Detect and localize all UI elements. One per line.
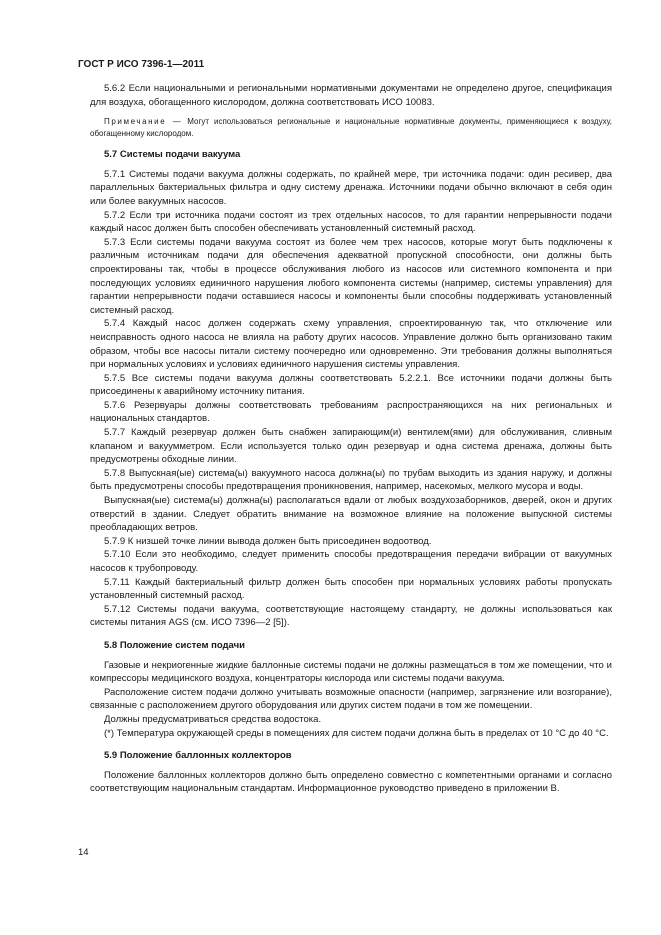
note: [90, 116, 612, 139]
note-label: Примечание —: [104, 117, 183, 127]
document-body: [90, 82, 612, 796]
paragraph-5-7-10: 5.7.10 Если это необходимо, следует применить способы предотвращения передачи вибрации от вакуумных насосов к трубопроводу.: [90, 549, 612, 574]
section-heading-5-7: 5.7 Системы подачи вакуума: [104, 149, 241, 161]
paragraph-5-7-12: 5.7.12 Системы подачи вакуума, соответствующие настоящему стандарту, не должны использоваться как системы питания AGS (см. ИСО 7396—2 [5]).: [90, 603, 612, 629]
paragraph-5-8-b: Расположение систем подачи должно учитывать возможные опасности (например, загрязнение или возгорание), связанные с расположением другого оборудования или других систем подачи в том же помещении.: [90, 686, 612, 712]
paragraph-5-7-4: 5.7.4 Каждый насос должен содержать схему управления, спроектированную так, что отключение или неисправность одного насоса не влияла на работу других насосов. Управление должно быть организовано таким образом, чтобы все насосы питали систему поочередно или одновременно. Эти требования должны выполняться при нормальных условиях и условиях единичного нарушения системы управления.: [90, 318, 612, 371]
paragraph-5-8-a: Газовые и некриогенные жидкие баллонные системы подачи не должны размещаться в том же помещении, что и компрессоры медицинского воздуха, концентраторы кислорода или системы подачи вакуума.: [90, 659, 612, 685]
paragraph-5-7-8-continued: Выпускная(ые) система(ы) должна(ы) располагаться вдали от любых воздухозаборников, дверей, окон и других отверстий в здании. Следует обратить внимание на возможное влияние на положение выпускной системы преобладающих ветров.: [90, 495, 612, 534]
paragraph-5-7-8: 5.7.8 Выпускная(ые) система(ы) вакуумного насоса должна(ы) по трубам выходить из здания наружу, и должны быть предусмотрены способы предотвращения проникновения, например, насекомых, мелкого мусора и воды.: [90, 467, 612, 493]
paragraph-5-7-11: 5.7.11 Каждый бактериальный фильтр должен быть способен при нормальных условиях работы пропускать установленный системный расход.: [90, 576, 612, 602]
paragraph-5-7-6: 5.7.6 Резервуары должны соответствовать требованиям распространяющихся на них региональных и национальных стандартов.: [90, 399, 612, 425]
page-number: 14: [78, 847, 89, 858]
paragraph-5-9: Положение баллонных коллекторов должно быть определено совместно с компетентными органами и согласно соответствующим национальным стандартам. Информационное руководство приведено в приложении В.: [90, 769, 612, 795]
paragraph-5-8-c: Должны предусматриваться средства водостока.: [104, 713, 322, 725]
paragraph-5-8-d: (*) Температура окружающей среды в помещениях для систем подачи должна быть в пределах от 10 °C до 40 °C.: [104, 727, 609, 739]
paragraph-5-7-1: 5.7.1 Системы подачи вакуума должны содержать, по крайней мере, три источника подачи: один ресивер, два параллельных бактериальных фильтра и одну систему дренажа. Источники подачи обычно включают в себя один или более вакуумных насосов.: [90, 168, 612, 207]
paragraph-5-7-7: 5.7.7 Каждый резервуар должен быть снабжен запирающим(и) вентилем(ями) для обслуживания, сливным клапаном и вакуумметром. Если используется только один резервуар и одна система дренажа, должны быть предусмотрены обходные линии.: [90, 427, 612, 466]
paragraph-5-7-5: 5.7.5 Все системы подачи вакуума должны соответствовать 5.2.2.1. Все источники подачи должны быть присоединены к аварийному источнику питания.: [90, 372, 612, 398]
paragraph-5-6-2: 5.6.2 Если национальными и региональными нормативными документами не определено другое, спецификация для воздуха, обогащенного кислородом, должна соответствовать ИСО 10083.: [90, 83, 612, 108]
section-heading-5-8: 5.8 Положение систем подачи: [104, 639, 245, 651]
section-heading-5-9: 5.9 Положение баллонных коллекторов: [104, 750, 292, 762]
document-id-header: ГОСТ Р ИСО 7396-1—2011: [78, 59, 205, 70]
paragraph-5-7-2: 5.7.2 Если три источника подачи состоят из трех отдельных насосов, то для гарантии непрерывности подачи каждый насос должен быть способен обеспечивать установленный системный расход.: [90, 209, 612, 235]
paragraph-5-7-9: 5.7.9 К низшей точке линии вывода должен быть присоединен водоотвод.: [104, 535, 432, 547]
note-text: Могут использоваться региональные и национальные нормативные документы, применяющиеся к воздуху, обогащенному кислородом.: [90, 117, 612, 138]
paragraph-5-7-3: 5.7.3 Если системы подачи вакуума состоят из более чем трех насосов, которые могут быть подключены к различным источникам подачи для обеспечения адекватной пропускной способности, они должны быть спроектированы так, чтобы в процессе обслуживания любого из насосов или системного компонента и при последующих условиях единичного нарушения любого компонента системы (например, системы управления) для гарантии непрерывности подачи оставшиеся насосы и компоненты были способны поддерживать установленный системный расход.: [90, 236, 612, 316]
